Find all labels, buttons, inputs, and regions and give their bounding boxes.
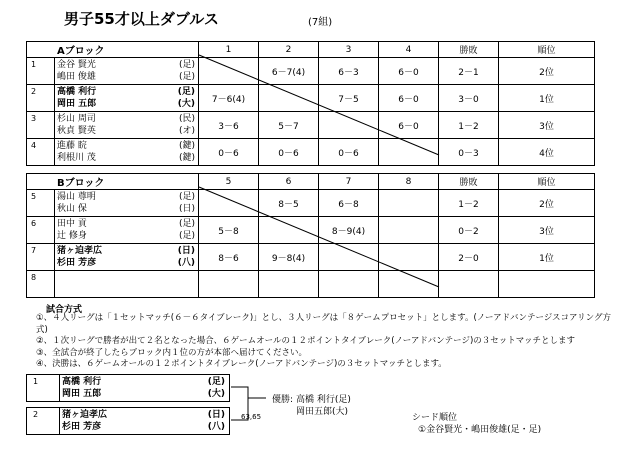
rank: 1位 bbox=[499, 85, 595, 112]
col-header: 勝敗 bbox=[439, 174, 499, 190]
col-header: 順位 bbox=[499, 42, 595, 58]
player-name: 猪ヶ迫孝広 bbox=[62, 410, 108, 420]
club: (足) bbox=[177, 87, 196, 97]
win-loss: 1－2 bbox=[439, 190, 499, 217]
match-result: 0－6 bbox=[199, 139, 259, 166]
match-result: 0－6 bbox=[259, 139, 319, 166]
match-result: 8－5 bbox=[259, 190, 319, 217]
match-result: 6－0 bbox=[379, 85, 439, 112]
win-loss: 2－1 bbox=[439, 58, 499, 85]
col-header: 5 bbox=[199, 174, 259, 190]
club: (鍵) bbox=[178, 153, 196, 163]
seed-heading: シード順位 bbox=[412, 413, 458, 423]
rank: 3位 bbox=[499, 112, 595, 139]
match-result: 5－8 bbox=[199, 217, 259, 244]
final-bottom-no: 2 bbox=[27, 408, 60, 435]
club: (足) bbox=[178, 219, 195, 229]
player-name: 田中 貢 bbox=[57, 219, 87, 229]
player-name: 岡田 五郎 bbox=[62, 389, 102, 399]
match-result: 9－8(4) bbox=[259, 244, 319, 271]
rule-item: ③、全試合が終了したらブロック内１位の方が本部へ届けてください。 bbox=[36, 347, 307, 358]
match-result: 7－5 bbox=[319, 85, 379, 112]
match-result: 6－8 bbox=[319, 190, 379, 217]
rule-item: ②、１次リーグで勝者が出て２名となった場合、６ゲームオールの１２ポイントタイブレーク(ノーアドバンテージ)の３セットマッチとします bbox=[36, 336, 575, 346]
player-name: 嶋田 俊雄 bbox=[57, 72, 96, 82]
seed-item: ①金谷賢光・嶋田俊雄(足・足) bbox=[418, 425, 542, 435]
row-number: 6 bbox=[27, 217, 55, 244]
player-name: 杉山 周司 bbox=[57, 114, 96, 124]
match-result: 6－0 bbox=[379, 58, 439, 85]
rank: 3位 bbox=[499, 217, 595, 244]
match-result: 3－6 bbox=[199, 112, 259, 139]
winner-label: 優勝: bbox=[272, 395, 294, 405]
col-header: 2 bbox=[259, 42, 319, 58]
col-header: 4 bbox=[379, 42, 439, 58]
club: (鍵) bbox=[178, 141, 196, 151]
win-loss: 0－3 bbox=[439, 139, 499, 166]
col-header: 勝敗 bbox=[439, 42, 499, 58]
match-result: 6－7(4) bbox=[259, 58, 319, 85]
win-loss: 1－2 bbox=[439, 112, 499, 139]
col-header: 7 bbox=[319, 174, 379, 190]
rank: 2位 bbox=[499, 190, 595, 217]
player-name: 高橋 利行 bbox=[62, 377, 102, 387]
col-header: 順位 bbox=[499, 174, 595, 190]
win-loss: 0－2 bbox=[439, 217, 499, 244]
club: (八) bbox=[177, 258, 195, 268]
col-header: 1 bbox=[199, 42, 259, 58]
block-a-name: Aブロック bbox=[27, 42, 199, 58]
club: (オ) bbox=[178, 126, 196, 136]
win-loss: 2－0 bbox=[439, 244, 499, 271]
final-top-no: 1 bbox=[27, 375, 60, 402]
match-result: 6－3 bbox=[319, 58, 379, 85]
player-name: 岡田 五郎 bbox=[57, 99, 97, 109]
club: (日) bbox=[177, 246, 195, 256]
rank: 4位 bbox=[499, 139, 595, 166]
club: (日) bbox=[178, 204, 195, 214]
match-result: 6－0 bbox=[379, 112, 439, 139]
row-number: 4 bbox=[27, 139, 55, 166]
match-result: 0－6 bbox=[319, 139, 379, 166]
player-name: 秋山 保 bbox=[57, 204, 87, 214]
rank: 2位 bbox=[499, 58, 595, 85]
row-number: 3 bbox=[27, 112, 55, 139]
group-label: (7組) bbox=[308, 17, 333, 28]
block-b-name: Bブロック bbox=[27, 174, 199, 190]
row-number: 1 bbox=[27, 58, 55, 85]
club: (日) bbox=[207, 410, 225, 420]
match-result: 5－7 bbox=[259, 112, 319, 139]
club: (足) bbox=[178, 60, 196, 70]
player-name: 杉田 芳彦 bbox=[57, 258, 97, 268]
club: (足) bbox=[178, 231, 195, 241]
club: (足) bbox=[178, 72, 196, 82]
club: (大) bbox=[177, 99, 196, 109]
row-number: 5 bbox=[27, 190, 55, 217]
match-result: 8－6 bbox=[199, 244, 259, 271]
rank: 1位 bbox=[499, 244, 595, 271]
club: (大) bbox=[207, 389, 225, 399]
club: (足) bbox=[207, 377, 225, 387]
win-loss: 3－0 bbox=[439, 85, 499, 112]
rule-item: ①、４人リーグは「１セットマッチ(６－６タイブレーク)」とし、３人リーグは「８ゲームプロセット」とします。(ノーアドバンテージスコアリング方式) bbox=[36, 313, 612, 335]
row-number: 7 bbox=[27, 244, 55, 271]
player-name: 金谷 賢光 bbox=[57, 60, 96, 70]
club: (民) bbox=[178, 114, 196, 124]
match-result: 8－9(4) bbox=[319, 217, 379, 244]
col-header: 8 bbox=[379, 174, 439, 190]
col-header: 3 bbox=[319, 42, 379, 58]
player-name: 進藤 睆 bbox=[57, 141, 87, 151]
player-name: 利根川 茂 bbox=[57, 153, 96, 163]
club: (八) bbox=[207, 422, 225, 432]
col-header: 6 bbox=[259, 174, 319, 190]
match-result: 7－6(4) bbox=[199, 85, 259, 112]
rule-item: ④、決勝は、６ゲームオールの１２ポイントタイブレーク(ノーアドバンテージ)の３セットマッチとします。 bbox=[36, 359, 447, 369]
winner-player-2: 岡田五郎(大) bbox=[296, 407, 349, 417]
player-name: 湯山 尊明 bbox=[57, 192, 96, 202]
row-number: 8 bbox=[27, 271, 55, 298]
final-score: 63,65 bbox=[241, 413, 262, 421]
row-number: 2 bbox=[27, 85, 55, 112]
player-name: 杉田 芳彦 bbox=[62, 422, 102, 432]
club: (足) bbox=[178, 192, 195, 202]
winner-player-1: 高橋 利行(足) bbox=[296, 395, 351, 405]
rules-heading: 試合方式 bbox=[46, 305, 83, 315]
player-name: 猪ヶ迫孝広 bbox=[57, 246, 103, 256]
player-name: 高橋 利行 bbox=[57, 87, 97, 97]
player-name: 秋貞 賢英 bbox=[57, 126, 96, 136]
page-title: 男子55才以上ダブルス bbox=[64, 10, 219, 28]
player-name: 辻 修身 bbox=[57, 231, 87, 241]
